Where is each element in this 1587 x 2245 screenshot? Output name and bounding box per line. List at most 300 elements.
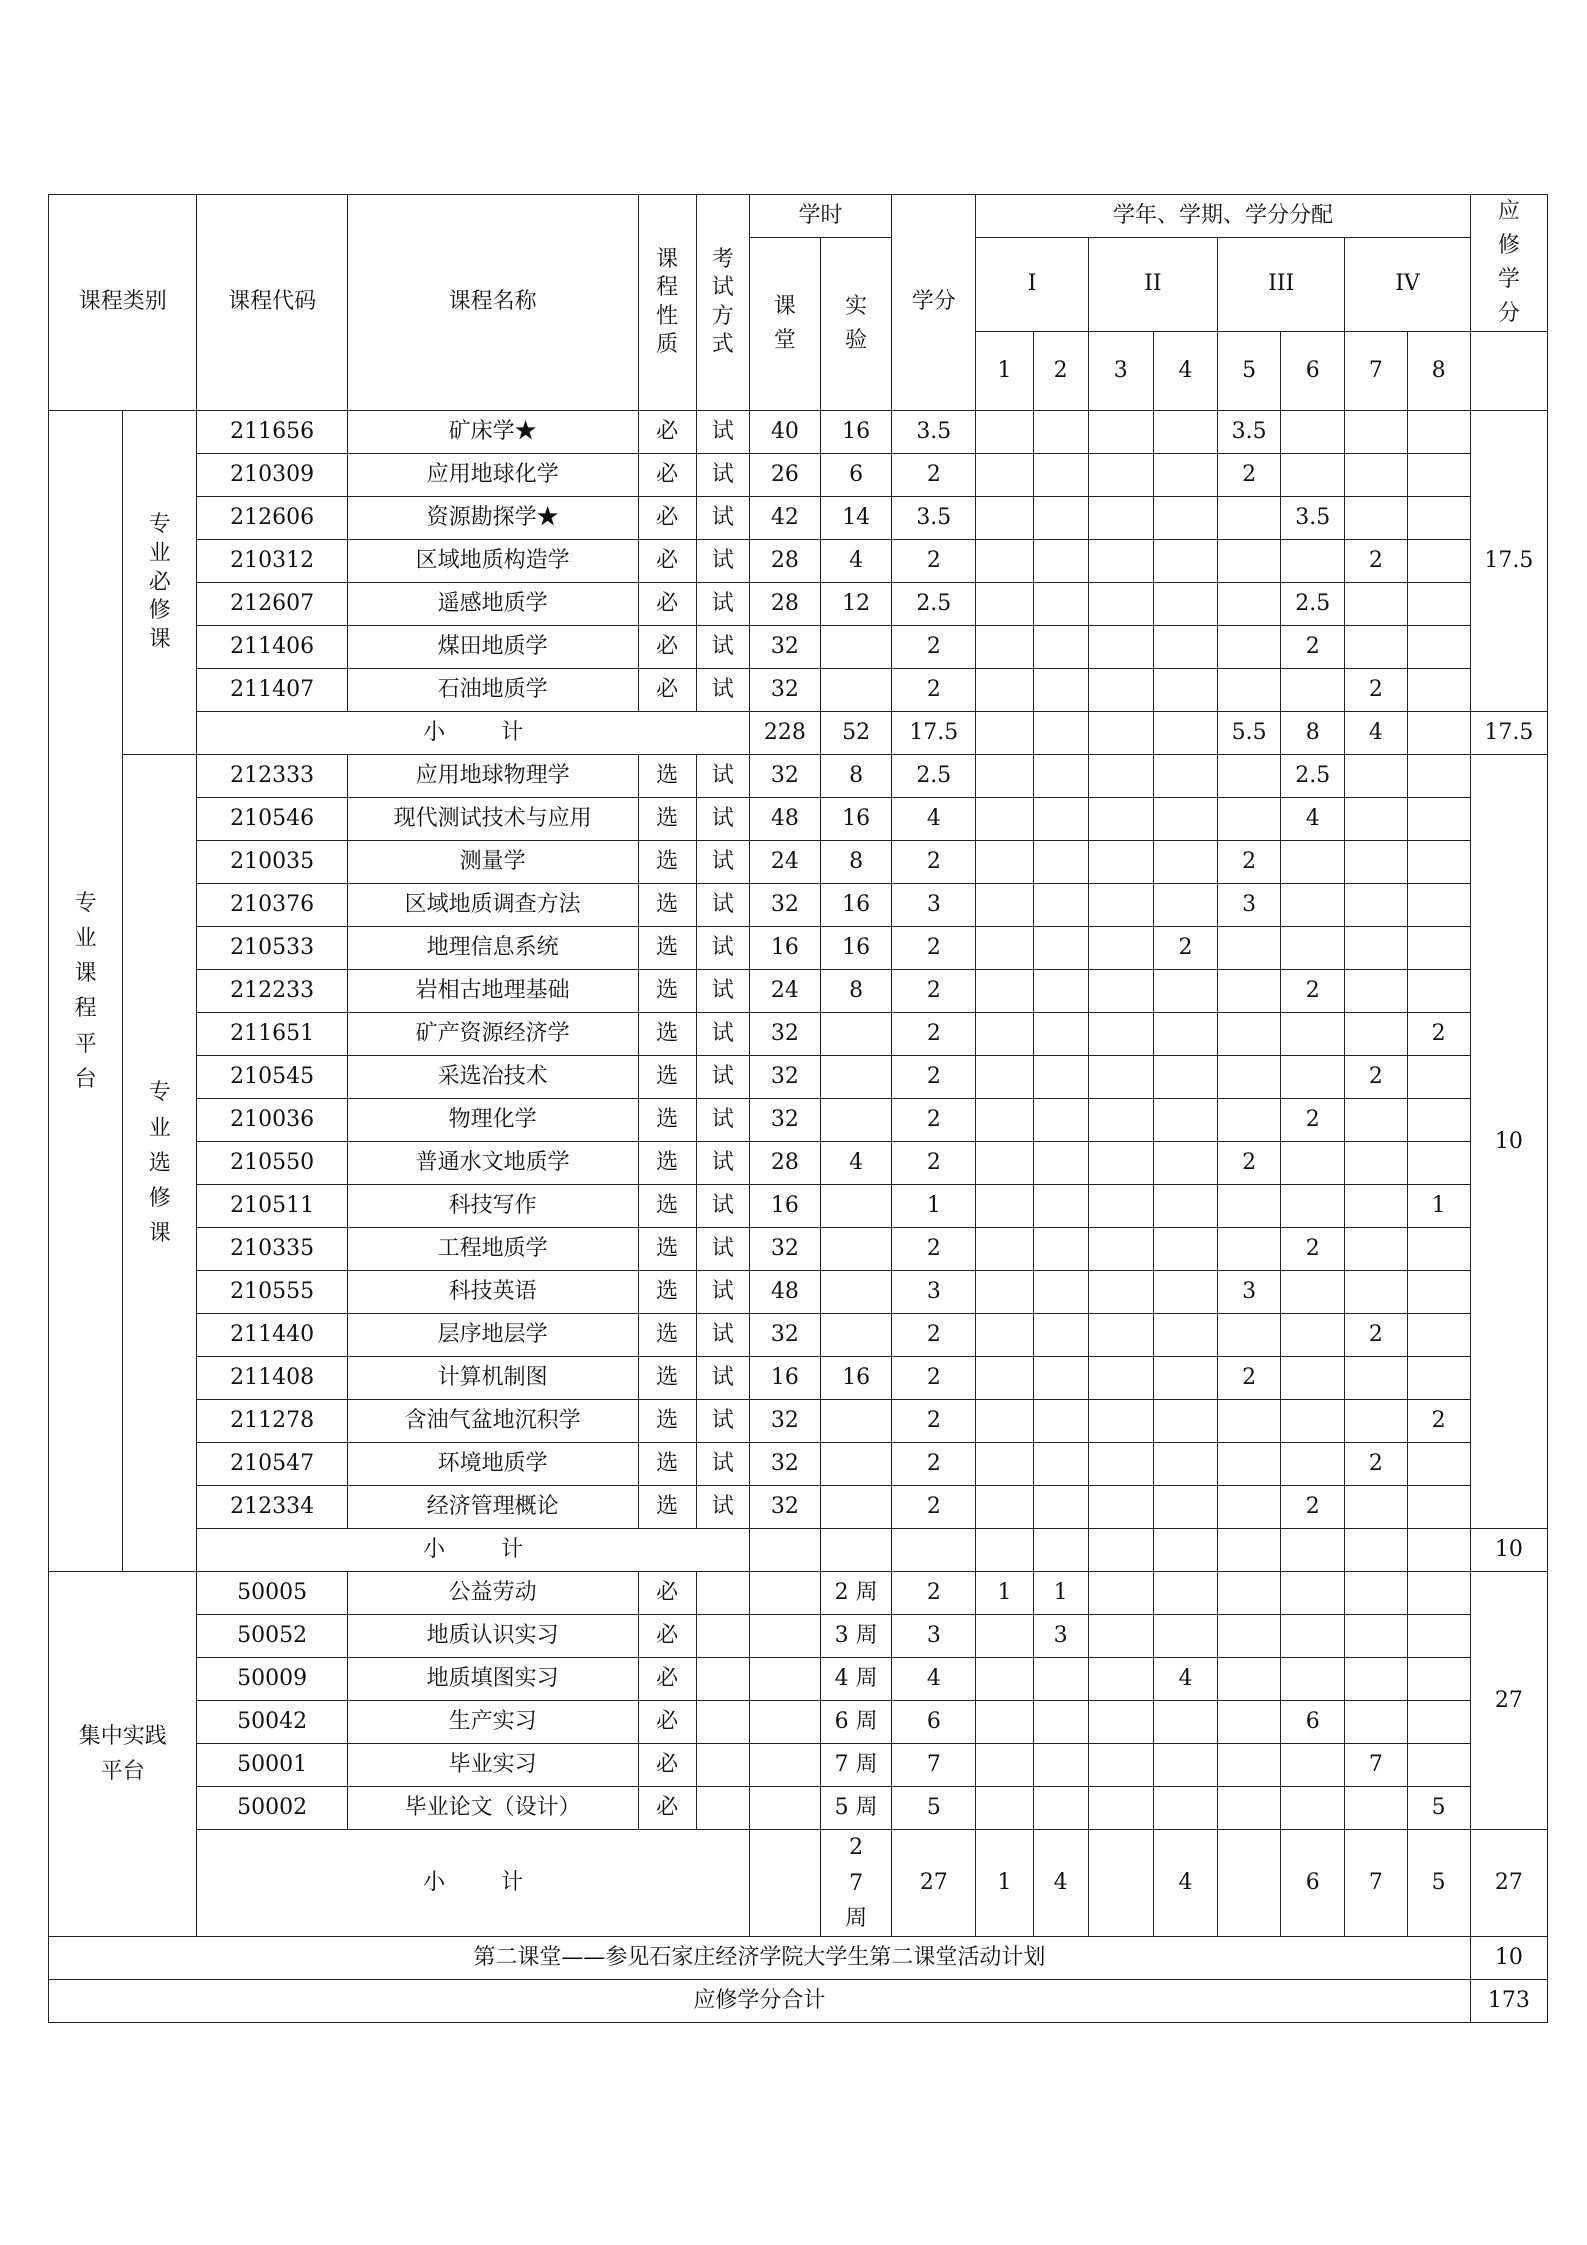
course-lecture-hours bbox=[749, 1572, 820, 1615]
course-lecture-hours: 16 bbox=[749, 927, 820, 970]
required-credit: 27 bbox=[1470, 1572, 1547, 1830]
course-lab-hours bbox=[821, 1099, 892, 1142]
course-lab-hours: 8 bbox=[821, 970, 892, 1013]
course-lab-hours: 2 周 bbox=[821, 1572, 892, 1615]
course-lecture-hours: 32 bbox=[749, 1228, 820, 1271]
subtotal-required: 10 bbox=[1470, 1529, 1547, 1572]
header-year-2: II bbox=[1088, 238, 1217, 332]
semester-credit bbox=[1033, 1056, 1088, 1099]
course-name: 区域地质构造学 bbox=[347, 540, 638, 583]
subcategory-text: 专业选修课 bbox=[148, 1080, 171, 1247]
semester-credit bbox=[1088, 454, 1153, 497]
semester-credit bbox=[1033, 411, 1088, 454]
header-code: 课程代码 bbox=[197, 195, 347, 411]
semester-credit bbox=[1281, 1013, 1345, 1056]
course-credit: 2 bbox=[892, 540, 976, 583]
semester-credit bbox=[1153, 841, 1217, 884]
semester-credit bbox=[1345, 841, 1407, 884]
semester-credit bbox=[1281, 1658, 1345, 1701]
subtotal-label-b: 计 bbox=[501, 1869, 524, 1895]
semester-credit bbox=[1153, 1787, 1217, 1830]
course-exam: 试 bbox=[696, 927, 749, 970]
course-exam: 试 bbox=[696, 1357, 749, 1400]
semester-credit bbox=[1033, 1357, 1088, 1400]
semester-credit bbox=[1345, 1658, 1407, 1701]
semester-credit: 2 bbox=[1153, 927, 1217, 970]
course-name: 计算机制图 bbox=[347, 1357, 638, 1400]
semester-credit bbox=[1033, 1142, 1088, 1185]
semester-credit bbox=[1033, 1099, 1088, 1142]
subtotal-semester bbox=[976, 712, 1033, 755]
semester-credit: 3 bbox=[1218, 884, 1281, 927]
course-lab-hours: 5 周 bbox=[821, 1787, 892, 1830]
semester-credit bbox=[1088, 1572, 1153, 1615]
subtotal-credit bbox=[892, 1529, 976, 1572]
course-row bbox=[49, 1443, 1548, 1486]
semester-credit bbox=[1345, 798, 1407, 841]
subtotal-semester bbox=[1088, 712, 1153, 755]
header-lab bbox=[821, 238, 892, 411]
course-nature: 必 bbox=[638, 1658, 696, 1701]
header-year-4: IV bbox=[1345, 238, 1470, 332]
subtotal-lab: 52 bbox=[821, 712, 892, 755]
subtotal-semester: 4 bbox=[1153, 1830, 1217, 1937]
semester-credit bbox=[1033, 583, 1088, 626]
semester-credit bbox=[1345, 970, 1407, 1013]
header-name: 课程名称 bbox=[347, 195, 638, 411]
course-name: 矿产资源经济学 bbox=[347, 1013, 638, 1056]
course-row bbox=[49, 1357, 1548, 1400]
semester-credit bbox=[1088, 1400, 1153, 1443]
semester-credit bbox=[976, 1357, 1033, 1400]
subtotal-label bbox=[197, 712, 749, 755]
course-name: 测量学 bbox=[347, 841, 638, 884]
semester-credit bbox=[1033, 1744, 1088, 1787]
semester-credit bbox=[1345, 411, 1407, 454]
course-credit: 7 bbox=[892, 1744, 976, 1787]
semester-credit bbox=[1345, 1701, 1407, 1744]
semester-credit bbox=[1218, 669, 1281, 712]
course-lecture-hours: 32 bbox=[749, 1486, 820, 1529]
course-row bbox=[49, 669, 1548, 712]
course-name: 煤田地质学 bbox=[347, 626, 638, 669]
semester-credit bbox=[1088, 583, 1153, 626]
semester-credit bbox=[1088, 1443, 1153, 1486]
course-lecture-hours: 32 bbox=[749, 884, 820, 927]
course-nature: 选 bbox=[638, 755, 696, 798]
course-lecture-hours: 32 bbox=[749, 1400, 820, 1443]
semester-credit bbox=[1218, 583, 1281, 626]
course-lecture-hours: 26 bbox=[749, 454, 820, 497]
course-nature: 选 bbox=[638, 1314, 696, 1357]
semester-credit bbox=[976, 1056, 1033, 1099]
course-name: 环境地质学 bbox=[347, 1443, 638, 1486]
course-name: 公益劳动 bbox=[347, 1572, 638, 1615]
course-nature: 选 bbox=[638, 970, 696, 1013]
semester-credit bbox=[1218, 1056, 1281, 1099]
course-nature: 必 bbox=[638, 540, 696, 583]
semester-credit bbox=[1033, 1486, 1088, 1529]
semester-credit bbox=[1033, 1271, 1088, 1314]
course-nature: 选 bbox=[638, 1056, 696, 1099]
subtotal-semester bbox=[1407, 1529, 1470, 1572]
course-exam: 试 bbox=[696, 540, 749, 583]
course-credit: 3 bbox=[892, 1615, 976, 1658]
semester-credit bbox=[976, 411, 1033, 454]
header-distribution: 学年、学期、学分分配 bbox=[976, 195, 1470, 238]
semester-credit bbox=[1033, 454, 1088, 497]
course-credit: 2 bbox=[892, 1314, 976, 1357]
semester-credit bbox=[1218, 1572, 1281, 1615]
course-lecture-hours: 40 bbox=[749, 411, 820, 454]
course-row bbox=[49, 1744, 1548, 1787]
semester-credit bbox=[1407, 1357, 1470, 1400]
course-name: 层序地层学 bbox=[347, 1314, 638, 1357]
semester-credit bbox=[976, 1142, 1033, 1185]
semester-credit bbox=[1407, 540, 1470, 583]
course-nature: 必 bbox=[638, 454, 696, 497]
course-lab-hours: 16 bbox=[821, 927, 892, 970]
course-exam: 试 bbox=[696, 1486, 749, 1529]
course-code: 210335 bbox=[197, 1228, 347, 1271]
course-code: 211407 bbox=[197, 669, 347, 712]
subcategory-cell bbox=[123, 755, 197, 1572]
semester-credit bbox=[1407, 1443, 1470, 1486]
grand-total-label: 应修学分合计 bbox=[49, 1979, 1471, 2022]
course-credit: 4 bbox=[892, 798, 976, 841]
semester-credit bbox=[1088, 1486, 1153, 1529]
semester-credit bbox=[1345, 1142, 1407, 1185]
subtotal-semester: 1 bbox=[976, 1830, 1033, 1937]
header-lecture-text: 课堂 bbox=[773, 294, 796, 354]
header-year-3: III bbox=[1218, 238, 1345, 332]
header-semester-3: 3 bbox=[1088, 332, 1153, 411]
course-lecture-hours: 32 bbox=[749, 1056, 820, 1099]
subtotal-semester: 4 bbox=[1345, 712, 1407, 755]
semester-credit: 6 bbox=[1281, 1701, 1345, 1744]
semester-credit bbox=[1088, 927, 1153, 970]
course-nature: 选 bbox=[638, 884, 696, 927]
course-name: 采选冶技术 bbox=[347, 1056, 638, 1099]
semester-credit bbox=[1153, 411, 1217, 454]
semester-credit bbox=[1033, 970, 1088, 1013]
semester-credit bbox=[976, 540, 1033, 583]
semester-credit bbox=[1345, 755, 1407, 798]
semester-credit bbox=[1088, 1658, 1153, 1701]
course-row bbox=[49, 1013, 1548, 1056]
semester-credit bbox=[1407, 583, 1470, 626]
course-lecture-hours bbox=[749, 1787, 820, 1830]
semester-credit bbox=[976, 1013, 1033, 1056]
semester-credit bbox=[1218, 927, 1281, 970]
course-name: 地理信息系统 bbox=[347, 927, 638, 970]
semester-credit bbox=[1088, 884, 1153, 927]
subtotal-semester bbox=[1281, 1529, 1345, 1572]
semester-credit bbox=[1033, 669, 1088, 712]
semester-credit bbox=[1153, 626, 1217, 669]
semester-credit: 2 bbox=[1345, 1443, 1407, 1486]
course-row bbox=[49, 884, 1548, 927]
subtotal-lab bbox=[821, 1529, 892, 1572]
semester-credit bbox=[1345, 626, 1407, 669]
course-lab-hours: 4 周 bbox=[821, 1658, 892, 1701]
course-lecture-hours bbox=[749, 1615, 820, 1658]
course-code: 212607 bbox=[197, 583, 347, 626]
semester-credit bbox=[1153, 1443, 1217, 1486]
subtotal-semester: 8 bbox=[1281, 712, 1345, 755]
subcategory-cell bbox=[123, 411, 197, 755]
header-semester-5: 5 bbox=[1218, 332, 1281, 411]
course-exam: 试 bbox=[696, 1314, 749, 1357]
course-code: 210511 bbox=[197, 1185, 347, 1228]
semester-credit: 2 bbox=[1281, 1486, 1345, 1529]
course-row bbox=[49, 1658, 1548, 1701]
header-row-1 bbox=[49, 195, 1548, 238]
course-exam bbox=[696, 1787, 749, 1830]
semester-credit bbox=[976, 1744, 1033, 1787]
course-lecture-hours: 32 bbox=[749, 1314, 820, 1357]
semester-credit bbox=[976, 1099, 1033, 1142]
course-row bbox=[49, 583, 1548, 626]
course-code: 211651 bbox=[197, 1013, 347, 1056]
semester-credit bbox=[1407, 1701, 1470, 1744]
semester-credit bbox=[1407, 626, 1470, 669]
header-nature-text: 课程性质 bbox=[656, 246, 679, 358]
semester-credit: 2 bbox=[1218, 1142, 1281, 1185]
subtotal-semester bbox=[1218, 1529, 1281, 1572]
subtotal-lab bbox=[821, 1830, 892, 1937]
semester-credit bbox=[1088, 798, 1153, 841]
subtotal-semester: 5 bbox=[1407, 1830, 1470, 1937]
course-exam: 试 bbox=[696, 454, 749, 497]
semester-credit bbox=[1281, 927, 1345, 970]
course-code: 50052 bbox=[197, 1615, 347, 1658]
semester-credit bbox=[1033, 927, 1088, 970]
course-exam: 试 bbox=[696, 1142, 749, 1185]
course-nature: 必 bbox=[638, 626, 696, 669]
semester-credit bbox=[1345, 1271, 1407, 1314]
semester-credit bbox=[976, 1400, 1033, 1443]
semester-credit bbox=[976, 970, 1033, 1013]
course-code: 210533 bbox=[197, 927, 347, 970]
course-nature: 选 bbox=[638, 1486, 696, 1529]
semester-credit: 3.5 bbox=[1218, 411, 1281, 454]
course-lecture-hours bbox=[749, 1701, 820, 1744]
semester-credit bbox=[1153, 669, 1217, 712]
semester-credit: 2 bbox=[1281, 970, 1345, 1013]
semester-credit bbox=[1407, 1744, 1470, 1787]
semester-credit: 2 bbox=[1281, 1228, 1345, 1271]
semester-credit bbox=[1033, 626, 1088, 669]
subtotal-lecture: 228 bbox=[749, 712, 820, 755]
subtotal-label-b: 计 bbox=[501, 1537, 524, 1563]
course-row bbox=[49, 1228, 1548, 1271]
semester-credit bbox=[1345, 927, 1407, 970]
semester-credit bbox=[1407, 669, 1470, 712]
second-classroom-label: 第二课堂——参见石家庄经济学院大学生第二课堂活动计划 bbox=[49, 1936, 1471, 1979]
course-exam bbox=[696, 1658, 749, 1701]
course-lecture-hours: 32 bbox=[749, 1013, 820, 1056]
course-lab-hours bbox=[821, 1486, 892, 1529]
course-name: 地质填图实习 bbox=[347, 1658, 638, 1701]
course-lab-hours: 12 bbox=[821, 583, 892, 626]
course-exam: 试 bbox=[696, 1228, 749, 1271]
semester-credit bbox=[1407, 1142, 1470, 1185]
semester-credit bbox=[1033, 841, 1088, 884]
header-required-blank bbox=[1470, 332, 1547, 411]
course-name: 区域地质调查方法 bbox=[347, 884, 638, 927]
course-lab-hours: 6 bbox=[821, 454, 892, 497]
course-lecture-hours: 32 bbox=[749, 1443, 820, 1486]
semester-credit bbox=[1033, 1314, 1088, 1357]
semester-credit bbox=[1153, 1615, 1217, 1658]
semester-credit bbox=[1281, 454, 1345, 497]
semester-credit bbox=[976, 1615, 1033, 1658]
semester-credit bbox=[1153, 1744, 1217, 1787]
course-row bbox=[49, 1486, 1548, 1529]
semester-credit: 2 bbox=[1345, 1314, 1407, 1357]
course-exam: 试 bbox=[696, 1056, 749, 1099]
semester-credit bbox=[1407, 497, 1470, 540]
semester-credit bbox=[1088, 1099, 1153, 1142]
semester-credit: 3.5 bbox=[1281, 497, 1345, 540]
subtotal-semester bbox=[1153, 712, 1217, 755]
subtotal-label-b: 计 bbox=[501, 720, 524, 746]
course-nature: 选 bbox=[638, 1013, 696, 1056]
header-nature bbox=[638, 195, 696, 411]
course-code: 211440 bbox=[197, 1314, 347, 1357]
course-nature: 选 bbox=[638, 841, 696, 884]
semester-credit: 2 bbox=[1345, 669, 1407, 712]
course-exam: 试 bbox=[696, 798, 749, 841]
semester-credit bbox=[1033, 798, 1088, 841]
course-nature: 选 bbox=[638, 1099, 696, 1142]
semester-credit bbox=[976, 497, 1033, 540]
semester-credit bbox=[1088, 1271, 1153, 1314]
course-code: 212606 bbox=[197, 497, 347, 540]
course-row bbox=[49, 1142, 1548, 1185]
second-classroom-credit: 10 bbox=[1470, 1936, 1547, 1979]
subtotal-label-a: 小 bbox=[423, 1869, 446, 1895]
semester-credit bbox=[1407, 411, 1470, 454]
semester-credit bbox=[1153, 1228, 1217, 1271]
semester-credit bbox=[1218, 798, 1281, 841]
course-credit: 2 bbox=[892, 970, 976, 1013]
header-hours: 学时 bbox=[749, 195, 891, 238]
course-credit: 2 bbox=[892, 626, 976, 669]
course-credit: 2 bbox=[892, 841, 976, 884]
course-code: 210035 bbox=[197, 841, 347, 884]
curriculum-table bbox=[48, 194, 1548, 2023]
course-lab-hours: 16 bbox=[821, 411, 892, 454]
course-exam: 试 bbox=[696, 884, 749, 927]
semester-credit bbox=[1281, 841, 1345, 884]
course-row bbox=[49, 411, 1548, 454]
semester-credit bbox=[1281, 1787, 1345, 1830]
course-lecture-hours: 48 bbox=[749, 798, 820, 841]
course-nature: 必 bbox=[638, 583, 696, 626]
course-code: 212334 bbox=[197, 1486, 347, 1529]
course-name: 石油地质学 bbox=[347, 669, 638, 712]
platform-major-text: 专业课程平台 bbox=[74, 890, 97, 1092]
semester-credit bbox=[1345, 1615, 1407, 1658]
course-credit: 2.5 bbox=[892, 583, 976, 626]
semester-credit: 2 bbox=[1281, 626, 1345, 669]
course-exam bbox=[696, 1615, 749, 1658]
course-credit: 4 bbox=[892, 1658, 976, 1701]
semester-credit bbox=[1218, 755, 1281, 798]
semester-credit bbox=[1281, 884, 1345, 927]
course-lecture-hours: 48 bbox=[749, 1271, 820, 1314]
course-nature: 必 bbox=[638, 1572, 696, 1615]
course-name: 遥感地质学 bbox=[347, 583, 638, 626]
semester-credit bbox=[1088, 669, 1153, 712]
semester-credit bbox=[1218, 1615, 1281, 1658]
course-code: 50001 bbox=[197, 1744, 347, 1787]
semester-credit bbox=[1088, 841, 1153, 884]
course-code: 211408 bbox=[197, 1357, 347, 1400]
course-credit: 5 bbox=[892, 1787, 976, 1830]
semester-credit bbox=[1088, 626, 1153, 669]
subtotal-required: 27 bbox=[1470, 1830, 1547, 1937]
semester-credit: 3 bbox=[1218, 1271, 1281, 1314]
course-credit: 6 bbox=[892, 1701, 976, 1744]
semester-credit bbox=[1218, 626, 1281, 669]
platform-practice: 集中实践平台 bbox=[49, 1572, 197, 1937]
semester-credit bbox=[976, 583, 1033, 626]
header-semester-8: 8 bbox=[1407, 332, 1470, 411]
course-lab-hours: 8 bbox=[821, 755, 892, 798]
semester-credit bbox=[1345, 884, 1407, 927]
course-credit: 2 bbox=[892, 1099, 976, 1142]
semester-credit: 5 bbox=[1407, 1787, 1470, 1830]
semester-credit bbox=[1033, 1013, 1088, 1056]
course-row bbox=[49, 755, 1548, 798]
required-credit: 10 bbox=[1470, 755, 1547, 1529]
semester-credit bbox=[1153, 884, 1217, 927]
subtotal-label bbox=[197, 1529, 749, 1572]
course-lab-hours bbox=[821, 1013, 892, 1056]
subtotal-semester bbox=[1345, 1529, 1407, 1572]
header-required bbox=[1470, 195, 1547, 332]
semester-credit bbox=[1407, 755, 1470, 798]
semester-credit bbox=[976, 798, 1033, 841]
course-lecture-hours: 24 bbox=[749, 841, 820, 884]
subtotal-required: 17.5 bbox=[1470, 712, 1547, 755]
header-exam bbox=[696, 195, 749, 411]
course-lecture-hours: 16 bbox=[749, 1185, 820, 1228]
header-lecture bbox=[749, 238, 820, 411]
semester-credit bbox=[1218, 1314, 1281, 1357]
course-code: 210555 bbox=[197, 1271, 347, 1314]
course-lecture-hours: 16 bbox=[749, 1357, 820, 1400]
semester-credit bbox=[976, 1271, 1033, 1314]
course-exam: 试 bbox=[696, 1099, 749, 1142]
semester-credit bbox=[1345, 1228, 1407, 1271]
semester-credit bbox=[1153, 1400, 1217, 1443]
course-nature: 选 bbox=[638, 1142, 696, 1185]
subtotal-semester bbox=[1407, 712, 1470, 755]
semester-credit: 2 bbox=[1218, 1357, 1281, 1400]
semester-credit bbox=[976, 884, 1033, 927]
course-lab-hours: 6 周 bbox=[821, 1701, 892, 1744]
semester-credit bbox=[1033, 497, 1088, 540]
semester-credit bbox=[976, 1314, 1033, 1357]
semester-credit bbox=[1088, 1013, 1153, 1056]
semester-credit bbox=[1281, 1744, 1345, 1787]
course-row bbox=[49, 1787, 1548, 1830]
course-row bbox=[49, 1615, 1548, 1658]
